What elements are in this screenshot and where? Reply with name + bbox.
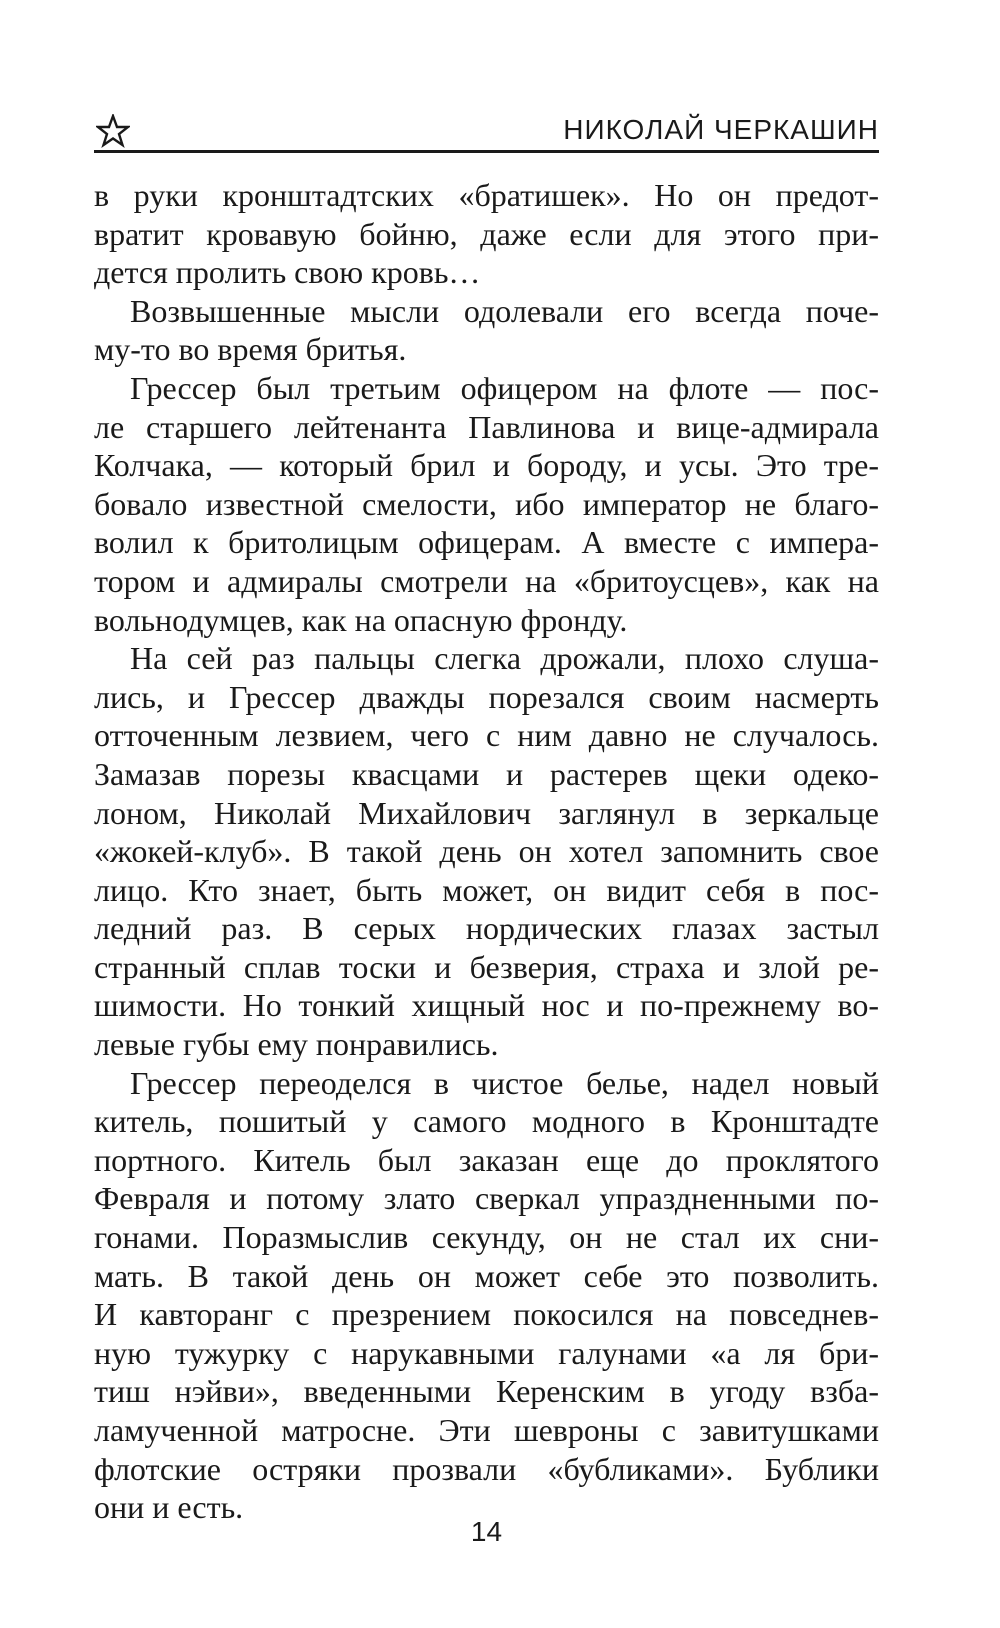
text-line: они и есть. — [94, 1489, 244, 1526]
text-line: вратит кровавую бойню, даже если для этого при- — [94, 215, 879, 252]
text-line: вольнодумцев, как на опасную фронду. — [94, 601, 628, 638]
text-line: ламученной матросне. Эти шевроны с завитушками — [94, 1412, 879, 1448]
text-line: отточенным лезвием, чего с ним давно не случалось. — [94, 717, 879, 754]
text-line: в руки кронштадтских «братишек». Но он предот- — [94, 177, 879, 213]
header-rule — [94, 150, 879, 153]
text-line: мать. В такой день он может себе это позволить. — [94, 1257, 879, 1294]
running-header-author: НИКОЛАЙ ЧЕРКАШИН — [563, 114, 879, 145]
text-line: шимости. Но тонкий хищный нос и по-прежнему во- — [94, 987, 879, 1024]
text-line: ную тужурку с нарукавными галунами «а ля бри- — [94, 1334, 879, 1371]
text-line: портного. Китель был заказан еще до проклятого — [94, 1141, 879, 1178]
text-line: левые губы ему понравились. — [94, 1026, 499, 1063]
text-line: Грессер был третьим офицером на флоте — пос- — [130, 369, 879, 406]
text-line: бовало известной смелости, ибо император не благо- — [94, 485, 879, 522]
text-line: лись, и Грессер дважды порезался своим насмерть — [94, 678, 879, 715]
book-page — [94, 0, 879, 1628]
running-header — [94, 108, 879, 152]
text-line: му-то во время бритья. — [94, 331, 407, 368]
star-outline-icon — [96, 114, 130, 148]
text-line: тиш нэйви», введенными Керенским в угоду взба- — [94, 1373, 879, 1410]
text-line: Замазав порезы квасцами и растерев щеки одеко- — [94, 755, 879, 792]
text-line: тором и адмиралы смотрели на «бритоусцев», как на — [94, 562, 879, 599]
text-line: Возвышенные мысли одолевали его всегда поче- — [130, 292, 879, 329]
text-line: дется пролить свою кровь… — [94, 254, 481, 291]
text-line: На сей раз пальцы слегка дрожали, плохо слуша- — [130, 640, 879, 677]
text-line: странный сплав тоски и безверия, страха и злой ре- — [94, 948, 879, 985]
text-line: «жокей-клуб». В такой день он хотел запомнить свое — [94, 833, 879, 870]
text-line: И кавторанг с презрением покосился на повседнев- — [94, 1296, 879, 1333]
text-line: ледний раз. В серых нордических глазах застыл — [94, 910, 879, 947]
text-line: лицо. Кто знает, быть может, он видит себя в пос- — [94, 871, 879, 908]
text-line: Колчака, — который брил и бороду, и усы. Это тре- — [94, 447, 879, 484]
text-line: Грессер переоделся в чистое белье, надел новый — [130, 1064, 879, 1101]
body-text — [94, 176, 879, 1527]
text-line: лоном, Николай Михайлович заглянул в зеркальце — [94, 794, 879, 831]
text-line: Февраля и потому злато сверкал упраздненными по- — [94, 1180, 879, 1217]
text-line: волил к бритолицым офицерам. А вместе с импера- — [94, 524, 879, 561]
page-number: 14 — [470, 1516, 503, 1547]
text-line: гонами. Поразмыслив секунду, он не стал их сни- — [94, 1219, 879, 1256]
text-line: флотские остряки прозвали «бубликами». Бублики — [94, 1450, 879, 1487]
text-line: ле старшего лейтенанта Павлинова и вице-адмирала — [94, 408, 879, 445]
text-line: китель, пошитый у самого модного в Кронштадте — [94, 1103, 879, 1140]
